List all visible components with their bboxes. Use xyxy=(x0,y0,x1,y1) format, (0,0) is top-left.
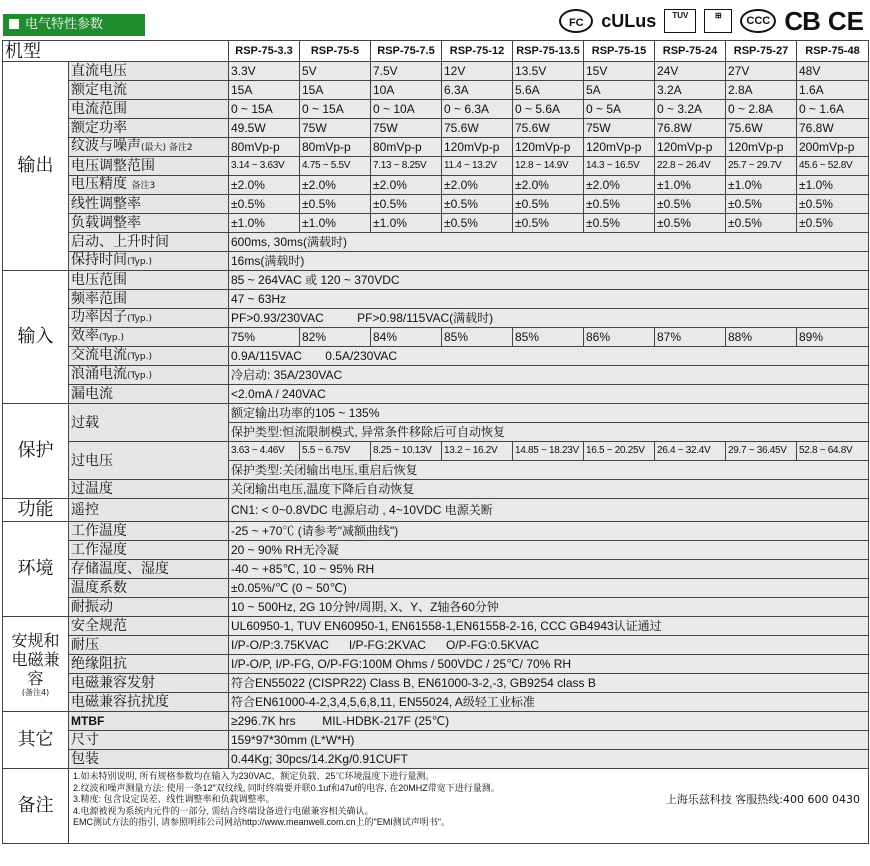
cell: 5A xyxy=(584,81,655,100)
cell: ±2.0% xyxy=(229,176,300,195)
cell: ±1.0% xyxy=(300,214,371,233)
input-row xyxy=(3,271,869,290)
cell: ±1.0% xyxy=(797,176,869,195)
note-line: 3.精度: 包含设定误差、线性调整率和负载调整率。 xyxy=(73,794,275,804)
cell: 保护类型:关闭输出电压,重启后恢复 xyxy=(229,461,869,480)
input-row xyxy=(3,347,869,366)
section-input: 输入 xyxy=(3,271,69,404)
row-label: 额定电流 xyxy=(69,81,229,100)
model-row xyxy=(3,41,869,62)
row-label xyxy=(69,328,229,347)
cell: 14.85 ~ 18.23V xyxy=(513,442,584,461)
protection-row xyxy=(3,442,869,461)
row-label: 遥控 xyxy=(69,499,229,522)
cell: 48V xyxy=(797,62,869,81)
section-environment: 环境 xyxy=(3,522,69,617)
cell: 200mVp-p xyxy=(797,138,869,157)
cell: 3.2A xyxy=(655,81,726,100)
row-label: 启动、上升时间 xyxy=(69,233,229,252)
cell: 75W xyxy=(371,119,442,138)
cell: 80mVp-p xyxy=(371,138,442,157)
row-label xyxy=(69,366,229,385)
cell: 0 ~ 2.8A xyxy=(726,100,797,119)
cell: 5V xyxy=(300,62,371,81)
cell: 符合EN61000-4-2,3,4,5,6,8,11, EN55024, A级轻工业标准 xyxy=(229,693,869,712)
label-note: 备注3 xyxy=(131,181,156,191)
cell: 85% xyxy=(513,328,584,347)
row-label: 频率范围 xyxy=(69,290,229,309)
row-label: 耐压 xyxy=(69,636,229,655)
output-row xyxy=(3,233,869,252)
safety-row xyxy=(3,693,869,712)
note-line: EMC测试方法的指引, 请参照明纬公司网站http://www.meanwell.com.cn上的"EMI测试声明书"。 xyxy=(73,817,450,827)
model-name: RSP-75-24 xyxy=(655,41,726,62)
env-row xyxy=(3,598,869,617)
cell: PF>0.93/230VAC PF>0.98/115VAC(满载时) xyxy=(229,309,869,328)
cell: 16ms(满载时) xyxy=(229,252,869,271)
cell: 保护类型:恒流限制模式, 异常条件移除后可自动恢复 xyxy=(229,423,869,442)
safety-row xyxy=(3,636,869,655)
cell: 11.4 ~ 13.2V xyxy=(442,157,513,176)
row-label xyxy=(69,347,229,366)
row-label: 过电压 xyxy=(69,442,229,480)
row-label: 绝缘阻抗 xyxy=(69,655,229,674)
label-text: 浪涌电流 xyxy=(71,366,127,382)
cell: I/P-O/P, I/P-FG, O/P-FG:100M Ohms / 500VDC / 25℃/ 70% RH xyxy=(229,655,869,674)
cell: 0 ~ 1.6A xyxy=(797,100,869,119)
square-icon xyxy=(9,19,19,29)
cell: 0 ~ 3.2A xyxy=(655,100,726,119)
cell: ±2.0% xyxy=(584,176,655,195)
cell: 86% xyxy=(584,328,655,347)
cell: 冷启动: 35A/230VAC xyxy=(229,366,869,385)
protection-row xyxy=(3,480,869,499)
cell: ±1.0% xyxy=(655,176,726,195)
cell: 8.25 ~ 10.13V xyxy=(371,442,442,461)
label-text: 交流电流 xyxy=(71,347,127,363)
row-label: 额定功率 xyxy=(69,119,229,138)
cell: 7.13 ~ 8.25V xyxy=(371,157,442,176)
input-row xyxy=(3,290,869,309)
cell: 89% xyxy=(797,328,869,347)
cell: 120mVp-p xyxy=(513,138,584,157)
ul-logo: cULus xyxy=(601,10,657,31)
row-label: 安全规范 xyxy=(69,617,229,636)
safety-row xyxy=(3,655,869,674)
cell: ±2.0% xyxy=(442,176,513,195)
cell: ±0.5% xyxy=(726,214,797,233)
cell: 22.8 ~ 26.4V xyxy=(655,157,726,176)
cell: CN1: < 0~0.8VDC 电源启动 , 4~10VDC 电源关断 xyxy=(229,499,869,522)
fc-logo: FC xyxy=(559,9,593,33)
row-label: 工作温度 xyxy=(69,522,229,541)
cell: 4.75 ~ 5.5V xyxy=(300,157,371,176)
cell: 85 ~ 264VAC 或 120 ~ 370VDC xyxy=(229,271,869,290)
cell: 75W xyxy=(300,119,371,138)
label-text: 电压精度 xyxy=(71,176,127,192)
cell: 7.5V xyxy=(371,62,442,81)
page-header xyxy=(0,0,870,40)
row-label: 过温度 xyxy=(69,480,229,499)
input-row xyxy=(3,309,869,328)
safety-row xyxy=(3,674,869,693)
output-row xyxy=(3,214,869,233)
cell: -25 ~ +70℃ (请参考"减额曲线") xyxy=(229,522,869,541)
cell: 关闭输出电压,温度下降后自动恢复 xyxy=(229,480,869,499)
cell: 3.3V xyxy=(229,62,300,81)
row-label: 电磁兼容抗扰度 xyxy=(69,693,229,712)
section-notes: 备注 xyxy=(3,769,69,844)
cell: ±0.5% xyxy=(584,214,655,233)
cell: 120mVp-p xyxy=(726,138,797,157)
cell: 符合EN55022 (CISPR22) Class B, EN61000-3-2,-3, GB9254 class B xyxy=(229,674,869,693)
cell: 12V xyxy=(442,62,513,81)
cell: ±0.5% xyxy=(442,214,513,233)
cell: 0.44Kg; 30pcs/14.2Kg/0.91CUFT xyxy=(229,750,869,769)
cell: I/P-O/P:3.75KVAC I/P-FG:2KVAC O/P-FG:0.5KVAC xyxy=(229,636,869,655)
cell: ±0.5% xyxy=(655,195,726,214)
cell: 20 ~ 90% RH无冷凝 xyxy=(229,541,869,560)
row-label: 线性调整率 xyxy=(69,195,229,214)
label-note: (Typ.) xyxy=(127,314,153,324)
cell: ±0.5% xyxy=(726,195,797,214)
output-row xyxy=(3,119,869,138)
cell: 75% xyxy=(229,328,300,347)
env-row xyxy=(3,560,869,579)
model-name: RSP-75-15 xyxy=(584,41,655,62)
label-note: (Typ.) xyxy=(99,333,125,343)
cell: 76.8W xyxy=(797,119,869,138)
row-label: 直流电压 xyxy=(69,62,229,81)
note-line: 4.电源被视为系统内元件的一部分, 需结合终端设备进行电磁兼容相关确认。 xyxy=(73,805,374,816)
model-name: RSP-75-13.5 xyxy=(513,41,584,62)
row-label xyxy=(69,309,229,328)
row-label: 包装 xyxy=(69,750,229,769)
cell: 5.5 ~ 6.75V xyxy=(300,442,371,461)
cell: 0 ~ 5A xyxy=(584,100,655,119)
cell: ±2.0% xyxy=(513,176,584,195)
env-row xyxy=(3,541,869,560)
cell: 52.8 ~ 64.8V xyxy=(797,442,869,461)
model-name: RSP-75-3.3 xyxy=(229,41,300,62)
cell: 29.7 ~ 36.45V xyxy=(726,442,797,461)
cell: 24V xyxy=(655,62,726,81)
cell: 0 ~ 10A xyxy=(371,100,442,119)
cell: 75.6W xyxy=(442,119,513,138)
cell: ±0.5% xyxy=(584,195,655,214)
other-row xyxy=(3,712,869,731)
cell: 0 ~ 15A xyxy=(300,100,371,119)
label-text: 功率因子 xyxy=(71,309,127,325)
model-label: 机型 xyxy=(3,41,229,62)
output-row xyxy=(3,100,869,119)
row-label: 负载调整率 xyxy=(69,214,229,233)
output-row xyxy=(3,62,869,81)
cell: 27V xyxy=(726,62,797,81)
cell: -40 ~ +85℃, 10 ~ 95% RH xyxy=(229,560,869,579)
cell: 75.6W xyxy=(726,119,797,138)
cell: 120mVp-p xyxy=(655,138,726,157)
section-tag: 电气特性参数 xyxy=(3,14,145,36)
cell: 0 ~ 15A xyxy=(229,100,300,119)
cell: 120mVp-p xyxy=(584,138,655,157)
section-text: 安规和电磁兼容 xyxy=(11,630,60,688)
model-name: RSP-75-7.5 xyxy=(371,41,442,62)
cell: 159*97*30mm (L*W*H) xyxy=(229,731,869,750)
cell: 14.3 ~ 16.5V xyxy=(584,157,655,176)
output-row xyxy=(3,157,869,176)
row-label xyxy=(69,138,229,157)
cell: ±0.5% xyxy=(229,195,300,214)
cell: ±0.5% xyxy=(300,195,371,214)
section-protection: 保护 xyxy=(3,404,69,499)
row-label: 过载 xyxy=(69,404,229,442)
cell: 75W xyxy=(584,119,655,138)
row-label: 尺寸 xyxy=(69,731,229,750)
row-label: 电磁兼容发射 xyxy=(69,674,229,693)
cell: 6.3A xyxy=(442,81,513,100)
cell: 15V xyxy=(584,62,655,81)
cb-logo: CB xyxy=(784,5,820,36)
cell: 16.5 ~ 20.25V xyxy=(584,442,655,461)
label-text: 效率 xyxy=(71,328,99,344)
cell: 49.5W xyxy=(229,119,300,138)
cell: ±1.0% xyxy=(229,214,300,233)
safety-row xyxy=(3,617,869,636)
cell: ≥296.7K hrs MIL-HDBK-217F (25℃) xyxy=(229,712,869,731)
output-row xyxy=(3,81,869,100)
cell: 5.6A xyxy=(513,81,584,100)
cell: 12.8 ~ 14.9V xyxy=(513,157,584,176)
cell: 15A xyxy=(229,81,300,100)
cell: 0 ~ 6.3A xyxy=(442,100,513,119)
tuv-logo: TUV xyxy=(664,9,696,33)
input-row xyxy=(3,328,869,347)
cell: ±1.0% xyxy=(371,214,442,233)
cell: 13.5V xyxy=(513,62,584,81)
cert-logos xyxy=(559,6,864,36)
cell: 10 ~ 500Hz, 2G 10分钟/周期, X、Y、Z轴各60分钟 xyxy=(229,598,869,617)
box-logo: ⊞ xyxy=(704,9,732,33)
other-row xyxy=(3,750,869,769)
model-name: RSP-75-5 xyxy=(300,41,371,62)
cell: 0 ~ 5.6A xyxy=(513,100,584,119)
input-row xyxy=(3,366,869,385)
model-name: RSP-75-12 xyxy=(442,41,513,62)
section-function: 功能 xyxy=(3,499,69,522)
cell: 120mVp-p xyxy=(442,138,513,157)
ce-logo: CE xyxy=(827,5,864,36)
row-label: 存储温度、湿度 xyxy=(69,560,229,579)
cell: 3.63 ~ 4.46V xyxy=(229,442,300,461)
ccc-logo: CCC xyxy=(740,9,776,33)
row-label: 温度系数 xyxy=(69,579,229,598)
cell: 75.6W xyxy=(513,119,584,138)
cell: 25.7 ~ 29.7V xyxy=(726,157,797,176)
note-line: 1.如未特别说明, 所有规格参数均在输入为230VAC、额定负载、25℃环境温度下进行量测。 xyxy=(73,771,435,781)
cell: 26.4 ~ 32.4V xyxy=(655,442,726,461)
cell: 88% xyxy=(726,328,797,347)
row-label: 电压调整范围 xyxy=(69,157,229,176)
output-row xyxy=(3,176,869,195)
spec-table xyxy=(2,40,869,844)
section-note: (备注4) xyxy=(21,687,50,697)
label-text: 保持时间 xyxy=(71,252,127,268)
row-label: 工作湿度 xyxy=(69,541,229,560)
cell: 13.2 ~ 16.2V xyxy=(442,442,513,461)
cell: <2.0mA / 240VAC xyxy=(229,385,869,404)
label-note: (Typ.) xyxy=(127,257,153,267)
label-note: (Typ.) xyxy=(127,371,153,381)
cell: 3.14 ~ 3.63V xyxy=(229,157,300,176)
cell: 84% xyxy=(371,328,442,347)
cell: ±0.5% xyxy=(513,195,584,214)
cell: 80mVp-p xyxy=(300,138,371,157)
cell: 82% xyxy=(300,328,371,347)
output-row xyxy=(3,138,869,157)
row-label xyxy=(69,176,229,195)
cell: 45.6 ~ 52.8V xyxy=(797,157,869,176)
cell: 85% xyxy=(442,328,513,347)
row-label: 电压范围 xyxy=(69,271,229,290)
env-row xyxy=(3,579,869,598)
cell: 76.8W xyxy=(655,119,726,138)
other-row xyxy=(3,731,869,750)
cell: 600ms, 30ms(满载时) xyxy=(229,233,869,252)
cell: 额定输出功率的105 ~ 135% xyxy=(229,404,869,423)
label-note: (最大) 备注2 xyxy=(141,143,193,153)
cell: 15A xyxy=(300,81,371,100)
env-row xyxy=(3,522,869,541)
output-row xyxy=(3,252,869,271)
section-output: 输出 xyxy=(3,62,69,271)
label-note: (Typ.) xyxy=(127,352,153,362)
row-label: 电流范围 xyxy=(69,100,229,119)
function-row xyxy=(3,499,869,522)
cell: 47 ~ 63Hz xyxy=(229,290,869,309)
model-name: RSP-75-48 xyxy=(797,41,869,62)
model-name: RSP-75-27 xyxy=(726,41,797,62)
cell: 0.9A/115VAC 0.5A/230VAC xyxy=(229,347,869,366)
cell: 2.8A xyxy=(726,81,797,100)
cell: ±2.0% xyxy=(371,176,442,195)
label-text: 纹波与噪声 xyxy=(71,138,141,154)
cell: ±0.5% xyxy=(442,195,513,214)
cell: 80mVp-p xyxy=(229,138,300,157)
cell: 87% xyxy=(655,328,726,347)
cell: ±0.5% xyxy=(371,195,442,214)
row-label: MTBF xyxy=(69,712,229,731)
section-safety xyxy=(3,617,69,712)
protection-row xyxy=(3,404,869,423)
cell: ±0.05%/℃ (0 ~ 50℃) xyxy=(229,579,869,598)
cell: ±1.0% xyxy=(726,176,797,195)
note-line: 2.纹波和噪声测量方法: 使用一条12"双纹线, 同时终端要并联0.1uf和47uf的电容, 在20MHZ带宽下进行量测。 xyxy=(73,782,500,793)
hotline-text: 上海乐兹科技 客服热线:400 600 0430 xyxy=(665,793,860,806)
cell: ±2.0% xyxy=(300,176,371,195)
input-row xyxy=(3,385,869,404)
cell: 1.6A xyxy=(797,81,869,100)
cell: UL60950-1, TUV EN60950-1, EN61558-1,EN61558-2-16, CCC GB4943认证通过 xyxy=(229,617,869,636)
cell: 10A xyxy=(371,81,442,100)
output-row xyxy=(3,195,869,214)
cell: ±0.5% xyxy=(655,214,726,233)
row-label: 耐振动 xyxy=(69,598,229,617)
cell: ±0.5% xyxy=(797,214,869,233)
cell: ±0.5% xyxy=(797,195,869,214)
cell: ±0.5% xyxy=(513,214,584,233)
row-label xyxy=(69,252,229,271)
row-label: 漏电流 xyxy=(69,385,229,404)
section-other: 其它 xyxy=(3,712,69,769)
